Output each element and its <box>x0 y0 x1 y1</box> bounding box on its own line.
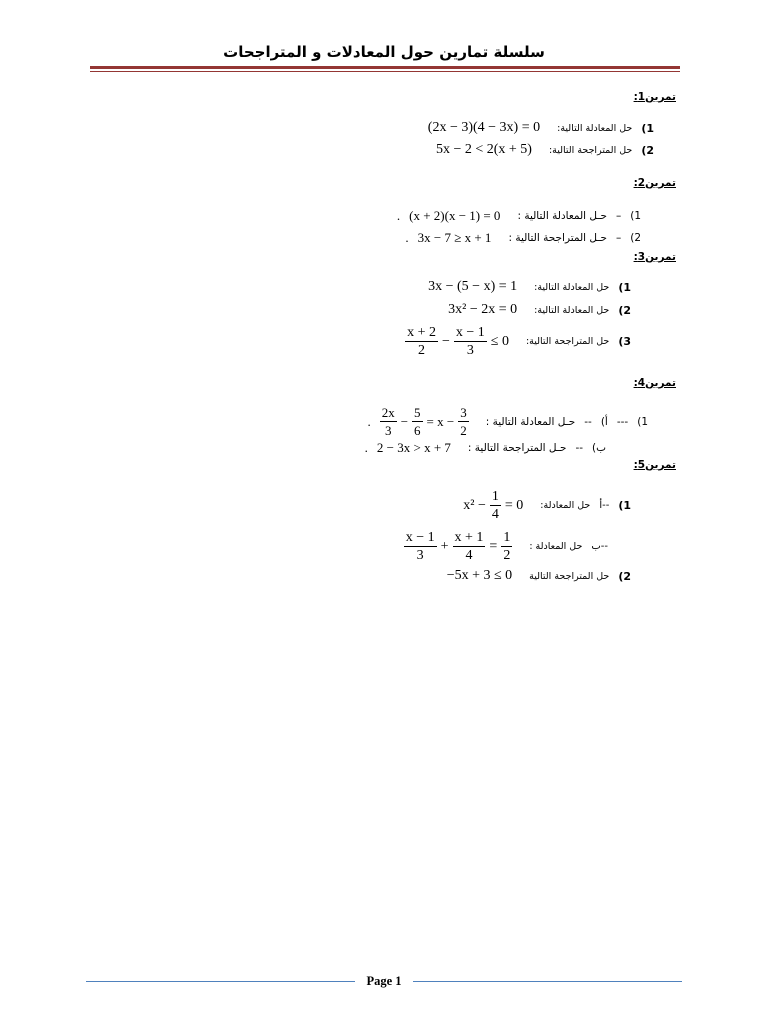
title-rule-thick <box>90 66 680 69</box>
equation: (2x − 3)(4 − 3x) = 0 <box>427 120 541 135</box>
equation <box>380 404 469 439</box>
footer-rule-right <box>413 981 682 982</box>
fraction-numerator: x − 1 <box>405 530 435 545</box>
fraction-numerator: x + 1 <box>454 530 484 545</box>
fraction-denominator: 6 <box>414 423 421 438</box>
exercise-3-item-2 <box>448 302 631 318</box>
equation <box>463 488 523 523</box>
exercise-1-heading: تمرين1: <box>633 91 676 103</box>
fraction <box>490 488 501 523</box>
item-number: 1) <box>641 121 654 135</box>
fraction-denominator: 4 <box>453 546 486 564</box>
instruction-label: حل المتراجحة التالية <box>529 570 610 582</box>
fraction <box>412 404 423 439</box>
title-rule-thin <box>90 71 680 72</box>
item-number: 3) <box>618 335 631 348</box>
sub-item-letter: ب) <box>592 442 606 454</box>
math-operator: = x − <box>426 413 455 429</box>
equation <box>404 529 513 564</box>
item-dash: --- <box>616 415 629 428</box>
inequality: −5x + 3 ≤ 0 <box>446 568 513 583</box>
item-number: 2) <box>618 303 631 317</box>
fraction-numerator: 5 <box>414 405 421 420</box>
fraction-denominator: 2 <box>503 548 511 563</box>
sub-item-letter: أ-- <box>599 500 610 511</box>
instruction-label: حل المتراجحة التالية: <box>548 144 633 156</box>
instruction-label: حل المعادلة : <box>529 541 583 552</box>
item-dash: – <box>615 210 622 222</box>
exercise-3-item-3 <box>405 324 631 359</box>
item-number: 1) <box>618 280 631 294</box>
sub-item-dash: -- <box>584 415 592 428</box>
inequality <box>405 324 509 359</box>
instruction-label: حل المعادلة التالية: <box>534 281 610 293</box>
fraction-denominator: 2 <box>405 341 438 359</box>
math-operator: = <box>489 538 498 554</box>
fraction-numerator: 2x <box>381 405 395 420</box>
end-period: . <box>367 413 371 429</box>
equation: 3x² − 2x = 0 <box>448 302 518 317</box>
fraction-numerator: x − 1 <box>455 325 485 340</box>
fraction-numerator: 3 <box>460 405 467 420</box>
equation: 3x − (5 − x) = 1 <box>428 279 518 294</box>
exercise-3-item-1 <box>428 279 631 295</box>
sub-item-dash: -- <box>575 442 584 454</box>
math-term: x² − <box>463 497 486 513</box>
end-period: . <box>405 230 409 245</box>
footer-rule-left <box>86 981 355 982</box>
fraction <box>380 404 397 439</box>
instruction-label: حـل المتراجحة التالية : <box>467 442 567 454</box>
exercise-5-item-3 <box>447 568 631 584</box>
item-number: 1) <box>618 499 631 512</box>
exercise-5-heading: تمرين5: <box>633 459 676 471</box>
inequality: 3x − 7 ≥ x + 1 <box>417 230 492 245</box>
exercise-3-heading: تمرين3: <box>633 251 676 263</box>
inequality: 2 − 3x > x + 7 <box>376 440 451 455</box>
item-number: 2) <box>618 569 631 583</box>
math-operator: ≤ 0 <box>490 333 509 349</box>
fraction-numerator: 1 <box>503 530 511 545</box>
exercise-5-item-1 <box>463 488 631 523</box>
exercise-4-item-2 <box>365 440 606 456</box>
exercise-2-item-1 <box>397 208 641 224</box>
instruction-label: حل المعادلة التالية: <box>557 122 633 134</box>
sub-item-letter: أ) <box>600 415 608 428</box>
instruction-label: حـل المتراجحة التالية : <box>508 232 607 244</box>
fraction <box>454 324 487 359</box>
page-title: سلسلة تمارين حول المعادلات و المتراجحات <box>223 43 545 61</box>
fraction <box>458 404 469 439</box>
exercise-4-item-1 <box>367 404 648 439</box>
end-period: . <box>364 440 368 455</box>
exercise-1-item-2 <box>436 142 654 158</box>
item-number: 2) <box>630 232 641 244</box>
instruction-label: حـل المعادلة التالية : <box>485 415 576 428</box>
math-operator: = 0 <box>504 497 524 513</box>
fraction-denominator: 3 <box>380 421 397 439</box>
end-period: . <box>396 208 401 223</box>
fraction <box>405 324 438 359</box>
fraction-denominator: 3 <box>454 341 487 359</box>
item-number: 1) <box>630 210 641 222</box>
math-operator: + <box>440 538 449 554</box>
fraction-denominator: 4 <box>491 507 499 522</box>
exercise-4-heading: تمرين4: <box>633 377 676 389</box>
exercise-1-item-1 <box>428 120 654 136</box>
instruction-label: حل المتراجحة التالية: <box>525 336 610 347</box>
equation: (x + 2)(x − 1) = 0 <box>409 208 501 223</box>
instruction-label: حـل المعادلة التالية : <box>517 210 607 222</box>
page-number: Page 1 <box>366 974 402 988</box>
sub-item-letter: ب-- <box>591 541 608 552</box>
item-number: 1) <box>637 415 648 428</box>
item-dash: – <box>615 232 622 244</box>
fraction-denominator: 3 <box>404 546 437 564</box>
instruction-label: حل المعادلة: <box>540 500 591 511</box>
fraction-numerator: x + 2 <box>407 325 436 340</box>
math-operator: − <box>441 333 450 349</box>
fraction-numerator: 1 <box>491 489 499 504</box>
instruction-label: حل المعادلة التالية: <box>534 304 610 316</box>
fraction <box>453 529 486 564</box>
inequality: 5x − 2 < 2(x + 5) <box>435 142 532 157</box>
fraction-denominator: 2 <box>460 423 467 438</box>
math-operator: − <box>400 413 409 429</box>
fraction <box>501 529 512 564</box>
exercise-2-heading: تمرين2: <box>633 177 676 189</box>
fraction <box>404 529 437 564</box>
item-number: 2) <box>641 143 654 157</box>
exercise-2-item-2 <box>405 230 641 246</box>
exercise-5-item-2 <box>404 529 608 564</box>
